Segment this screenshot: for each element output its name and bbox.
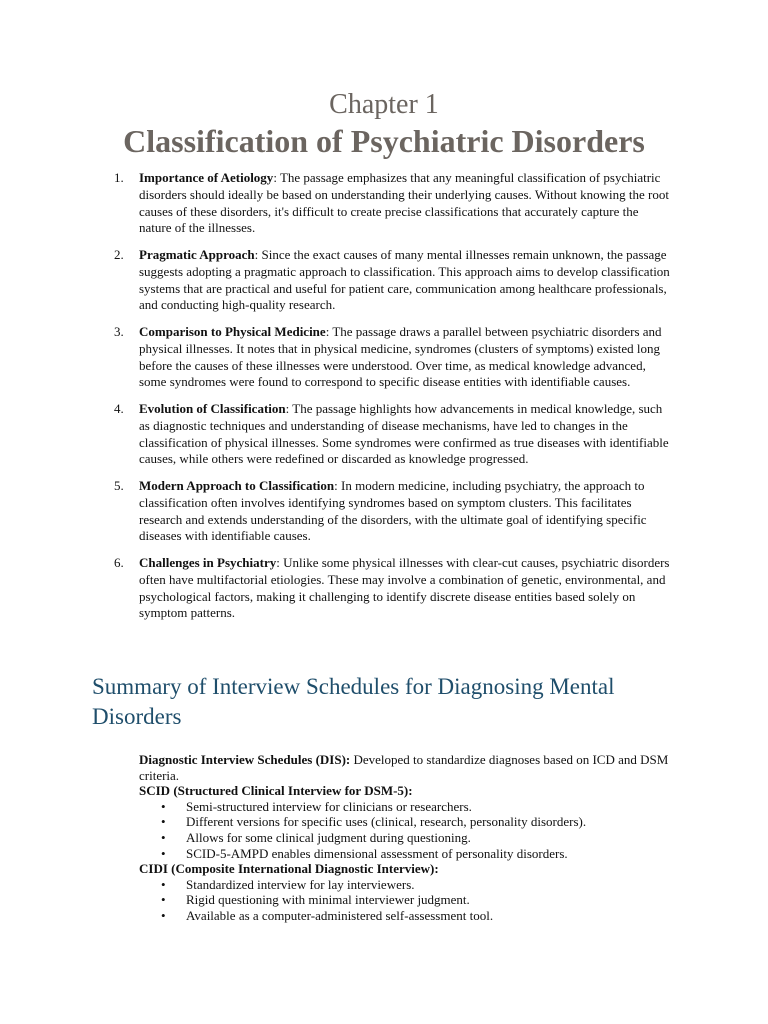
chapter-title: Classification of Psychiatric Disorders (123, 123, 645, 159)
point-item (108, 247, 670, 314)
point-title: Importance of Aetiology (139, 170, 274, 185)
list-item (139, 908, 669, 924)
point-title: Challenges in Psychiatry (139, 554, 277, 570)
list-item (139, 892, 669, 908)
point-text: : The passage highlights how advancements in medical knowledge, such as diagnostic techniques and understanding of disease mechanisms, have led to changes in the classification of physical illnesses. Some syndromes were confirmed as true diseases with identifiable causes, while others were redefined or discarded as knowledge progressed. (139, 400, 669, 467)
point-number: 5. (114, 477, 124, 493)
point-text: : The passage emphasizes that any meaningful classification of psychiatric disorders should ideally be based on understanding their underlying causes. Without knowing the root causes of these disorders, it's difficult to create precise classifications that accurately capture the nature of the illnesses. (139, 170, 669, 236)
point-item (108, 324, 670, 391)
summary-heading: Summary of Interview Schedules for Diagnosing Mental Disorders (92, 674, 615, 729)
point-title: Pragmatic Approach (139, 246, 255, 262)
bullet-glyph: • (161, 845, 166, 861)
bullet-glyph: • (161, 814, 166, 830)
dis-title: Diagnostic Interview Schedules (DIS): (139, 752, 351, 767)
interview-schedules (139, 752, 669, 924)
bullet-glyph: • (161, 798, 166, 814)
list-item-text: Rigid questioning with minimal interviewer judgment. (186, 892, 470, 908)
cidi-title: CIDI (Composite International Diagnostic Interview): (139, 861, 439, 877)
list-item (139, 830, 669, 846)
point-text: : The passage draws a parallel between psychiatric disorders and physical illnesses. It notes that in physical medicine, syndromes (clusters of symptoms) existed long before the causes of these illnesses were understood. Over time, as medical knowledge advanced, some syndromes were found to correspond to specific disease entities with identifiable causes. (139, 323, 662, 390)
list-item (139, 799, 669, 815)
list-item-text: Different versions for specific uses (clinical, research, personality disorders). (186, 814, 587, 830)
point-text: : Since the exact causes of many mental illnesses remain unknown, the passage suggests adopting a pragmatic approach to classification. This approach aims to develop classification systems that are practical and useful for patient care, communication among healthcare professionals, and conducting high-quality research. (139, 246, 670, 313)
numbered-points (108, 170, 670, 632)
list-item (139, 814, 669, 830)
point-title: Evolution of Classification (139, 400, 286, 416)
point-number: 6. (114, 554, 124, 570)
point-item (108, 478, 670, 545)
dis-paragraph (139, 752, 669, 783)
point-number: 3. (114, 323, 124, 339)
point-title: Modern Approach to Classification (139, 477, 335, 493)
dis-text: Developed to standardize diagnoses based on ICD and DSM criteria. (139, 752, 669, 783)
point-number: 2. (114, 246, 124, 262)
bullet-glyph: • (161, 892, 166, 908)
chapter-label: Chapter 1 (329, 89, 439, 120)
list-item-text: Semi-structured interview for clinicians or researchers. (186, 798, 472, 814)
point-number: 4. (114, 400, 124, 416)
list-item (139, 846, 669, 862)
point-title: Comparison to Physical Medicine (139, 323, 326, 339)
point-item (108, 170, 670, 237)
list-item-text: SCID-5-AMPD enables dimensional assessment of personality disorders. (186, 845, 568, 861)
scid-title: SCID (Structured Clinical Interview for DSM-5): (139, 783, 413, 799)
cidi-bullets (139, 877, 669, 924)
list-item (139, 877, 669, 893)
list-item-text: Allows for some clinical judgment during questioning. (186, 829, 471, 845)
point-text: : Unlike some physical illnesses with clear-cut causes, psychiatric disorders often have multifactorial etiologies. These may involve a combination of genetic, environmental, and psychological factors, making it challenging to identify discrete disease entities based solely on symptom patterns. (139, 554, 670, 621)
list-item-text: Available as a computer-administered self-assessment tool. (186, 907, 494, 923)
bullet-glyph: • (161, 907, 166, 923)
point-item (108, 555, 670, 622)
list-item-text: Standardized interview for lay interviewers. (186, 876, 415, 892)
bullet-glyph: • (161, 829, 166, 845)
bullet-glyph: • (161, 876, 166, 892)
scid-bullets (139, 799, 669, 861)
point-number: 1. (114, 170, 124, 185)
point-text: : In modern medicine, including psychiatry, the approach to classification often involves identifying syndromes based on symptom clusters. This facilitates research and extends understanding of the disorders, with the ultimate goal of identifying specific diseases with identifiable causes. (139, 477, 647, 544)
point-item (108, 401, 670, 468)
